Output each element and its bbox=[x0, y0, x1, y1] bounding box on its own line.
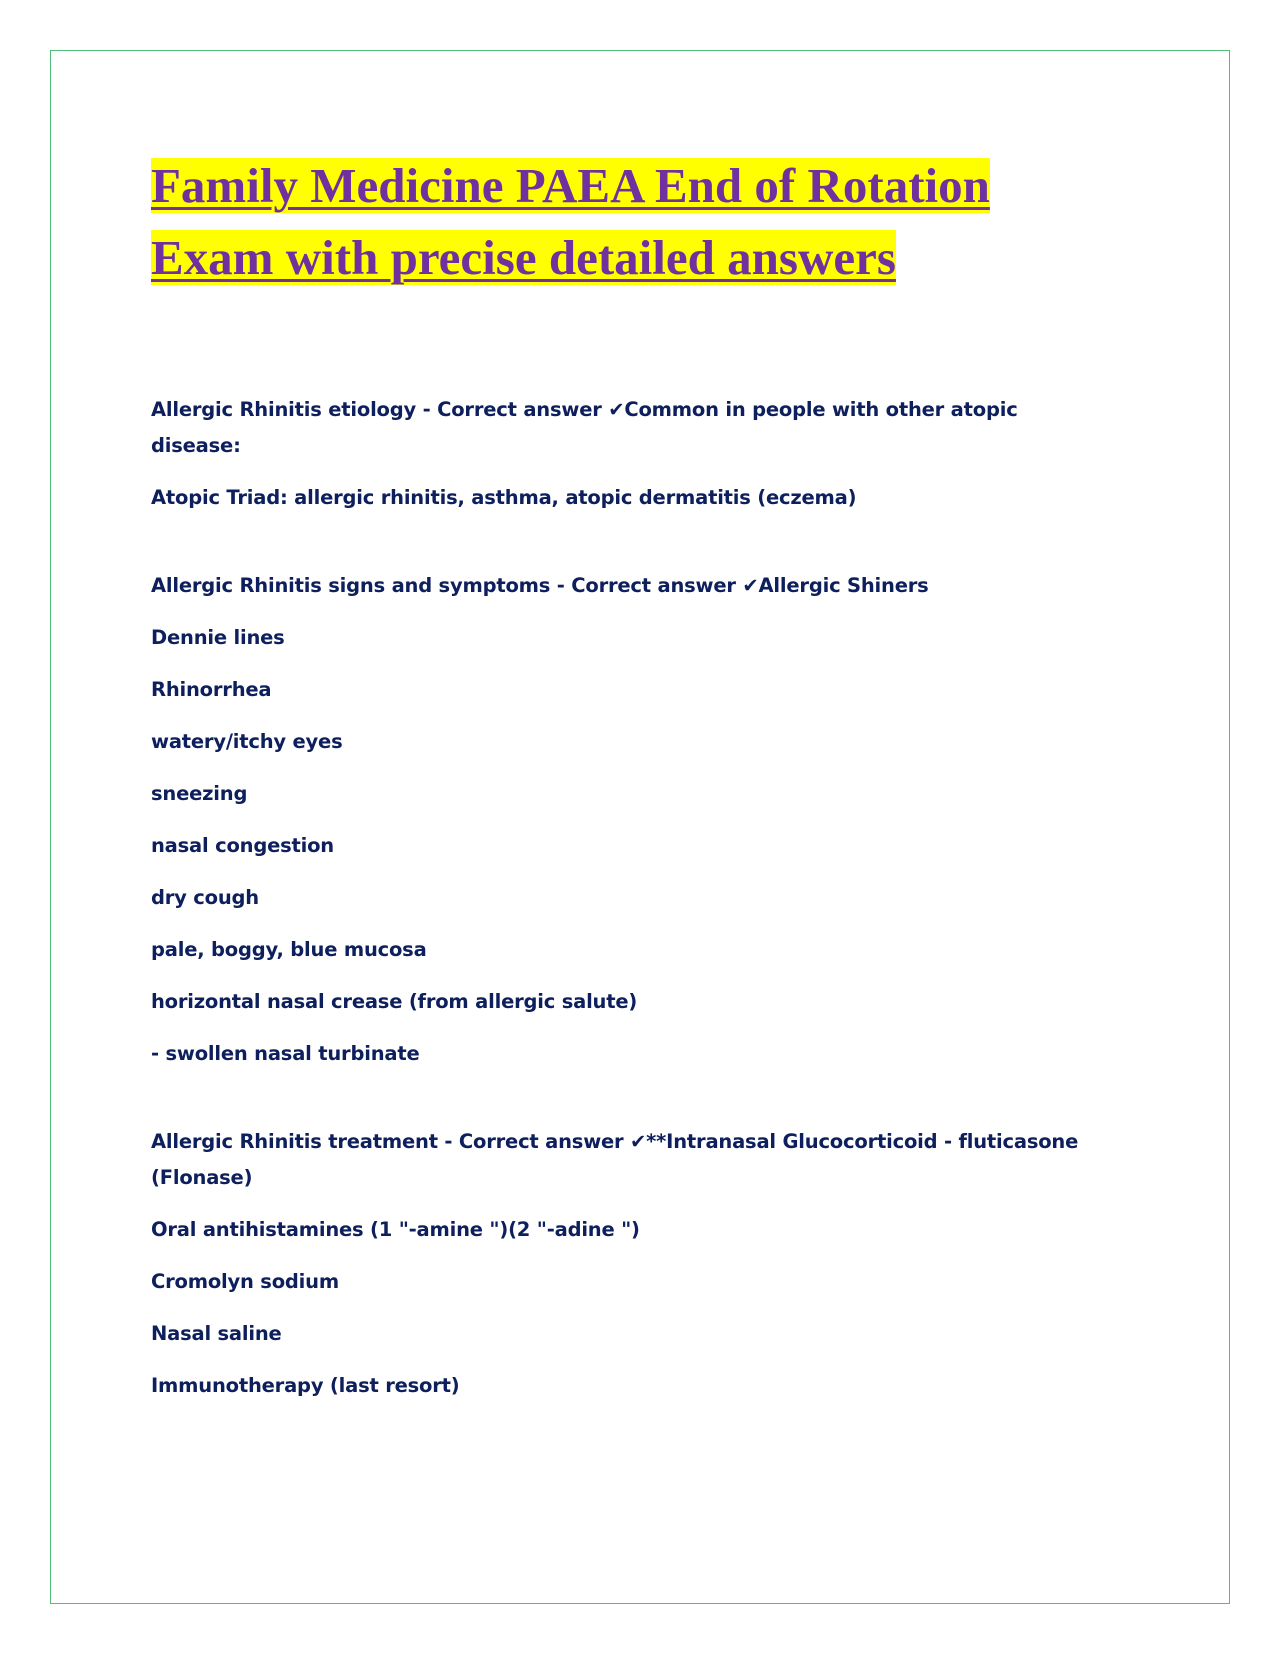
question-line: Allergic Rhinitis signs and symptoms - Correct answer ✔Allergic Shiners bbox=[151, 574, 929, 597]
answer-line: Immunotherapy (last resort) bbox=[151, 1374, 460, 1397]
question-line: Allergic Rhinitis etiology - Correct answer ✔Common in people with other atopic disease: bbox=[151, 398, 1018, 457]
qa-signs-symptoms bbox=[151, 568, 1111, 1072]
answer-line: Atopic Triad: allergic rhinitis, asthma, atopic dermatitis (eczema) bbox=[151, 486, 857, 509]
answer-line: horizontal nasal crease (from allergic salute) bbox=[151, 990, 638, 1013]
document-title bbox=[151, 150, 1111, 294]
answer-line: nasal congestion bbox=[151, 834, 334, 857]
answer-line: watery/itchy eyes bbox=[151, 730, 343, 753]
answer-line: pale, boggy, blue mucosa bbox=[151, 938, 427, 961]
qa-treatment bbox=[151, 1124, 1111, 1404]
document-body bbox=[151, 392, 1111, 1404]
title-line-1: Family Medicine PAEA End of Rotation bbox=[151, 158, 990, 213]
answer-line: Oral antihistamines (1 "-amine ")(2 "-adine ") bbox=[151, 1218, 640, 1241]
title-line-2: Exam with precise detailed answers bbox=[151, 230, 896, 285]
answer-line: Rhinorrhea bbox=[151, 678, 272, 701]
answer-line: Cromolyn sodium bbox=[151, 1270, 339, 1293]
question-line: Allergic Rhinitis treatment - Correct answer ✔**Intranasal Glucocorticoid - fluticasone (Flonase) bbox=[151, 1130, 1079, 1189]
document-content bbox=[151, 150, 1111, 1420]
qa-etiology bbox=[151, 392, 1111, 516]
answer-line: dry cough bbox=[151, 886, 259, 909]
answer-line: Dennie lines bbox=[151, 626, 285, 649]
answer-line: - swollen nasal turbinate bbox=[151, 1042, 420, 1065]
answer-line: sneezing bbox=[151, 782, 248, 805]
answer-line: Nasal saline bbox=[151, 1322, 282, 1345]
